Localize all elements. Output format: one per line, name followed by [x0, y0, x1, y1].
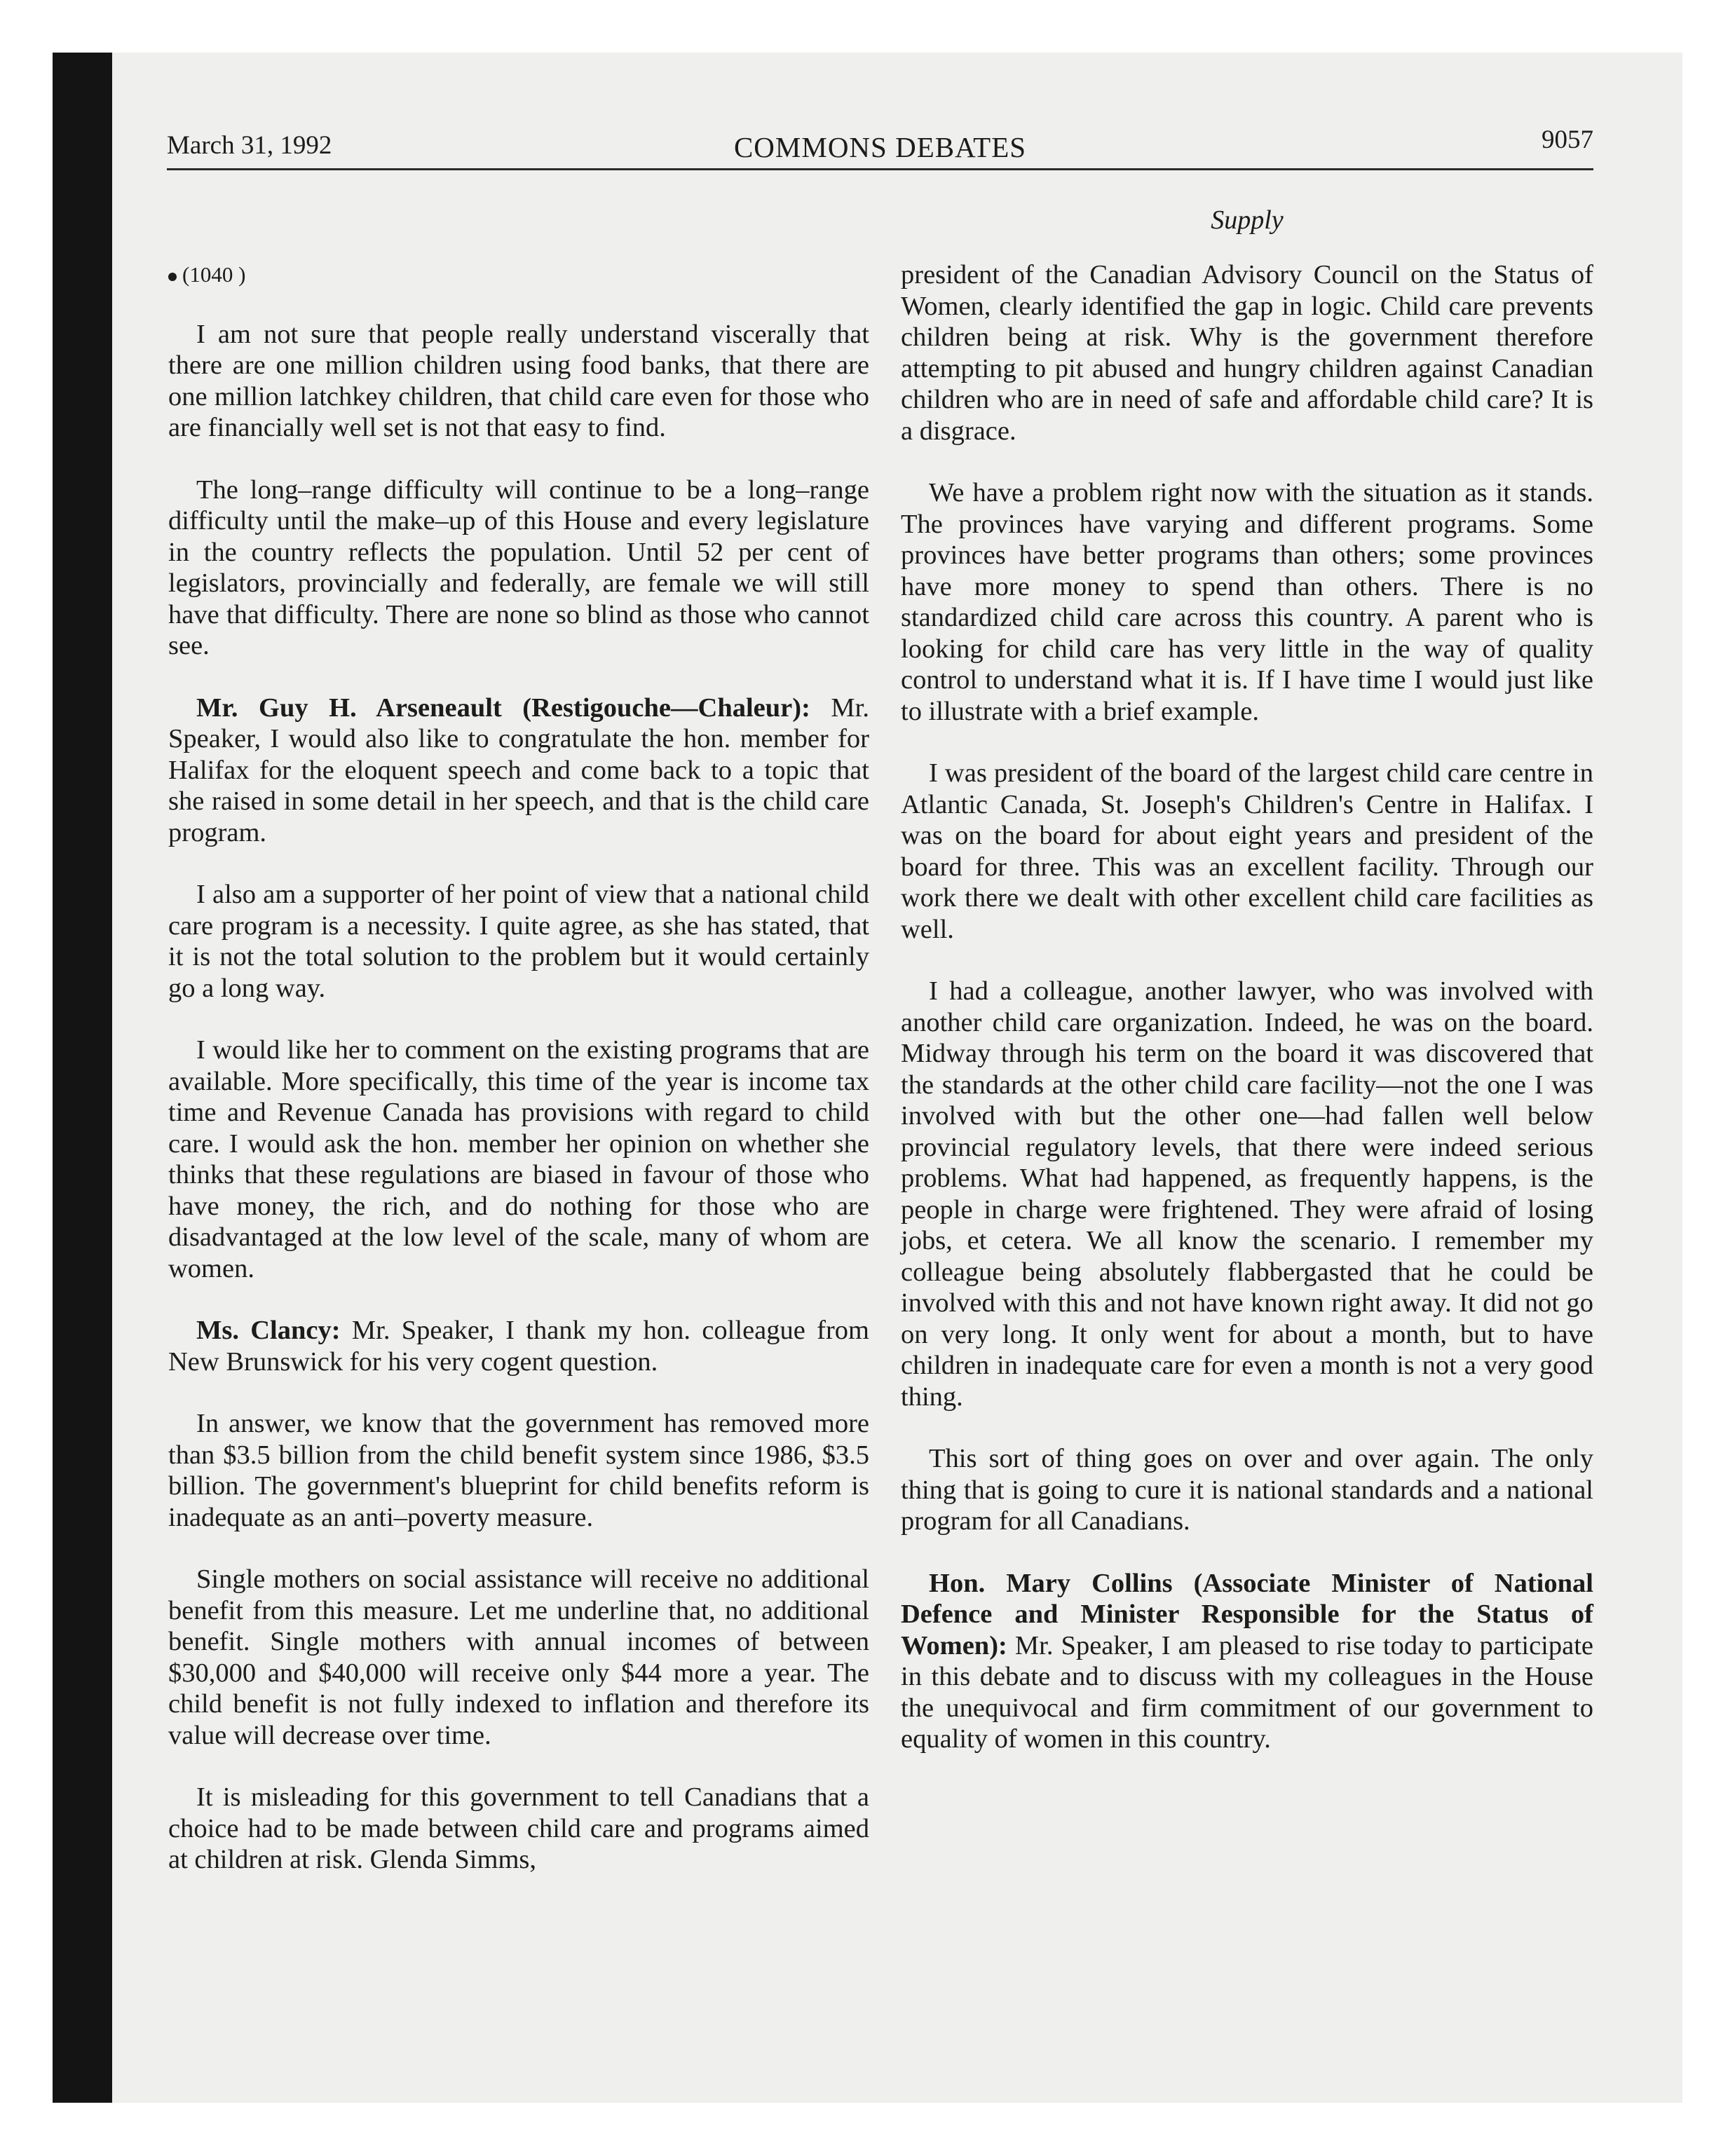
paragraph: I had a colleague, another lawyer, who was involved with another child care organization. Indeed, he was on the board. Midway through his term on the board it was discovered that the standards at the other child care facility—not the one I was involved with but the other one—had fallen well below provincial regulatory levels, that there were indeed serious problems. What had happened, as frequently happens, is the people in charge were frightened. They were afraid of losing jobs, et cetera. We all know the scenario. I remember my colleague being absolutely flabbergasted that he could be involved with this and not have known right away. It did not go on very long. It only went for about a month, but to have children in inadequate care for even a month is not a very good thing. — [901, 976, 1593, 1412]
left-column — [168, 259, 869, 1906]
header-rule — [167, 168, 1593, 170]
paragraph — [901, 1568, 1593, 1755]
paragraph: Single mothers on social assistance will receive no additional benefit from this measure. Let me underline that, no additional benefit. Single mothers with annual incomes of between $30,000 and $40,000 will receive only $44 more a year. The child benefit is not fully indexed to inflation and therefore its value will decrease over time. — [168, 1564, 869, 1750]
speech-text: Mr. Speaker, I am pleased to rise today to participate in this debate and to discuss with my colleagues in the House the unequivocal and firm commitment of our government to equality of women in this country. — [901, 1630, 1593, 1754]
header-date: March 31, 1992 — [167, 131, 332, 160]
paragraph: It is misleading for this government to tell Canadians that a choice had to be made between child care and programs aimed at children at risk. Glenda Simms, — [168, 1782, 869, 1874]
speaker-name: Mr. Guy H. Arseneault (Restigouche—Chaleur): — [196, 692, 810, 723]
paragraph: I was president of the board of the largest child care centre in Atlantic Canada, St. Joseph's Children's Centre in Halifax. I was on the board for about eight years and president of the board for three. This was an excellent facility. Through our work there we dealt with other excellent child care facilities as well. — [901, 758, 1593, 944]
paragraph: We have a problem right now with the situation as it stands. The provinces have varying and different programs. Some provinces have better programs than others; some provinces have more money to spend than others. There is no standardized child care across this country. A parent who is looking for child care has very little in the way of quality control to understand what it is. If I have time I would just like to illustrate with a brief example. — [901, 478, 1593, 726]
binding-edge — [53, 53, 112, 2103]
time-marker-text: (1040 ) — [182, 262, 246, 287]
bullet-icon — [168, 273, 177, 281]
paragraph: The long–range difficulty will continue to be a long–range difficulty until the make–up of this House and every legislature in the country reflects the population. Until 52 per cent of legislators, provincially and federally, are female we will still have that difficulty. There are none so blind as those who cannot see. — [168, 475, 869, 660]
paragraph: I also am a supporter of her point of view that a national child care program is a necessity. I quite agree, as she has stated, that it is not the total solution to the problem but it would certainly go a long way. — [168, 880, 869, 1003]
running-header — [167, 125, 1593, 172]
paragraph: In answer, we know that the government has removed more than $3.5 billion from the child benefit system since 1986, $3.5 billion. The government's blueprint for child benefits reform is inadequate as an anti–poverty measure. — [168, 1409, 869, 1532]
paragraph: This sort of thing goes on over and over again. The only thing that is going to cure it is national standards and a national program for all Canadians. — [901, 1444, 1593, 1536]
speech-text: Mr. Speaker, I thank my hon. colleague from New Brunswick for his very cogent question. — [168, 1316, 869, 1377]
right-column — [901, 259, 1593, 1786]
paragraph: I am not sure that people really understand viscerally that there are one million children using food banks, that there are one million latchkey children, that child care even for those who are financially well set is not that easy to find. — [168, 319, 869, 442]
header-title: COMMONS DEBATES — [733, 131, 1027, 163]
paragraph: I would like her to comment on the existing programs that are available. More specifically, this time of the year is income tax time and Revenue Canada has provisions with regard to child care. I would ask the hon. member her opinion on whether she thinks that these regulations are biased in favour of those who have money, the rich, and do nothing for those who are disadvantaged at the low level of the scale, many of whom are women. — [168, 1035, 869, 1283]
speaker-name: Hon. Mary Collins (Associate Minister of National Defence and Minister Responsible for the Status of Women): — [901, 1568, 1593, 1660]
paragraph — [168, 692, 869, 849]
section-label: Supply — [1211, 205, 1284, 235]
paragraph — [168, 1315, 869, 1377]
page-number: 9057 — [1542, 125, 1593, 154]
speech-text: Mr. Speaker, I would also like to congratulate the hon. member for Halifax for the eloquent speech and come back to a topic that she raised in some detail in her speech, and that is the child care program. — [168, 692, 869, 847]
paragraph: president of the Canadian Advisory Council on the Status of Women, clearly identified the gap in logic. Child care prevents children being at risk. Why is the government therefore attempting to pit abused and hungry children against Canadian children who are in need of safe and affordable child care? It is a disgrace. — [901, 260, 1593, 446]
time-marker — [168, 259, 869, 291]
speaker-name: Ms. Clancy: — [196, 1316, 341, 1345]
